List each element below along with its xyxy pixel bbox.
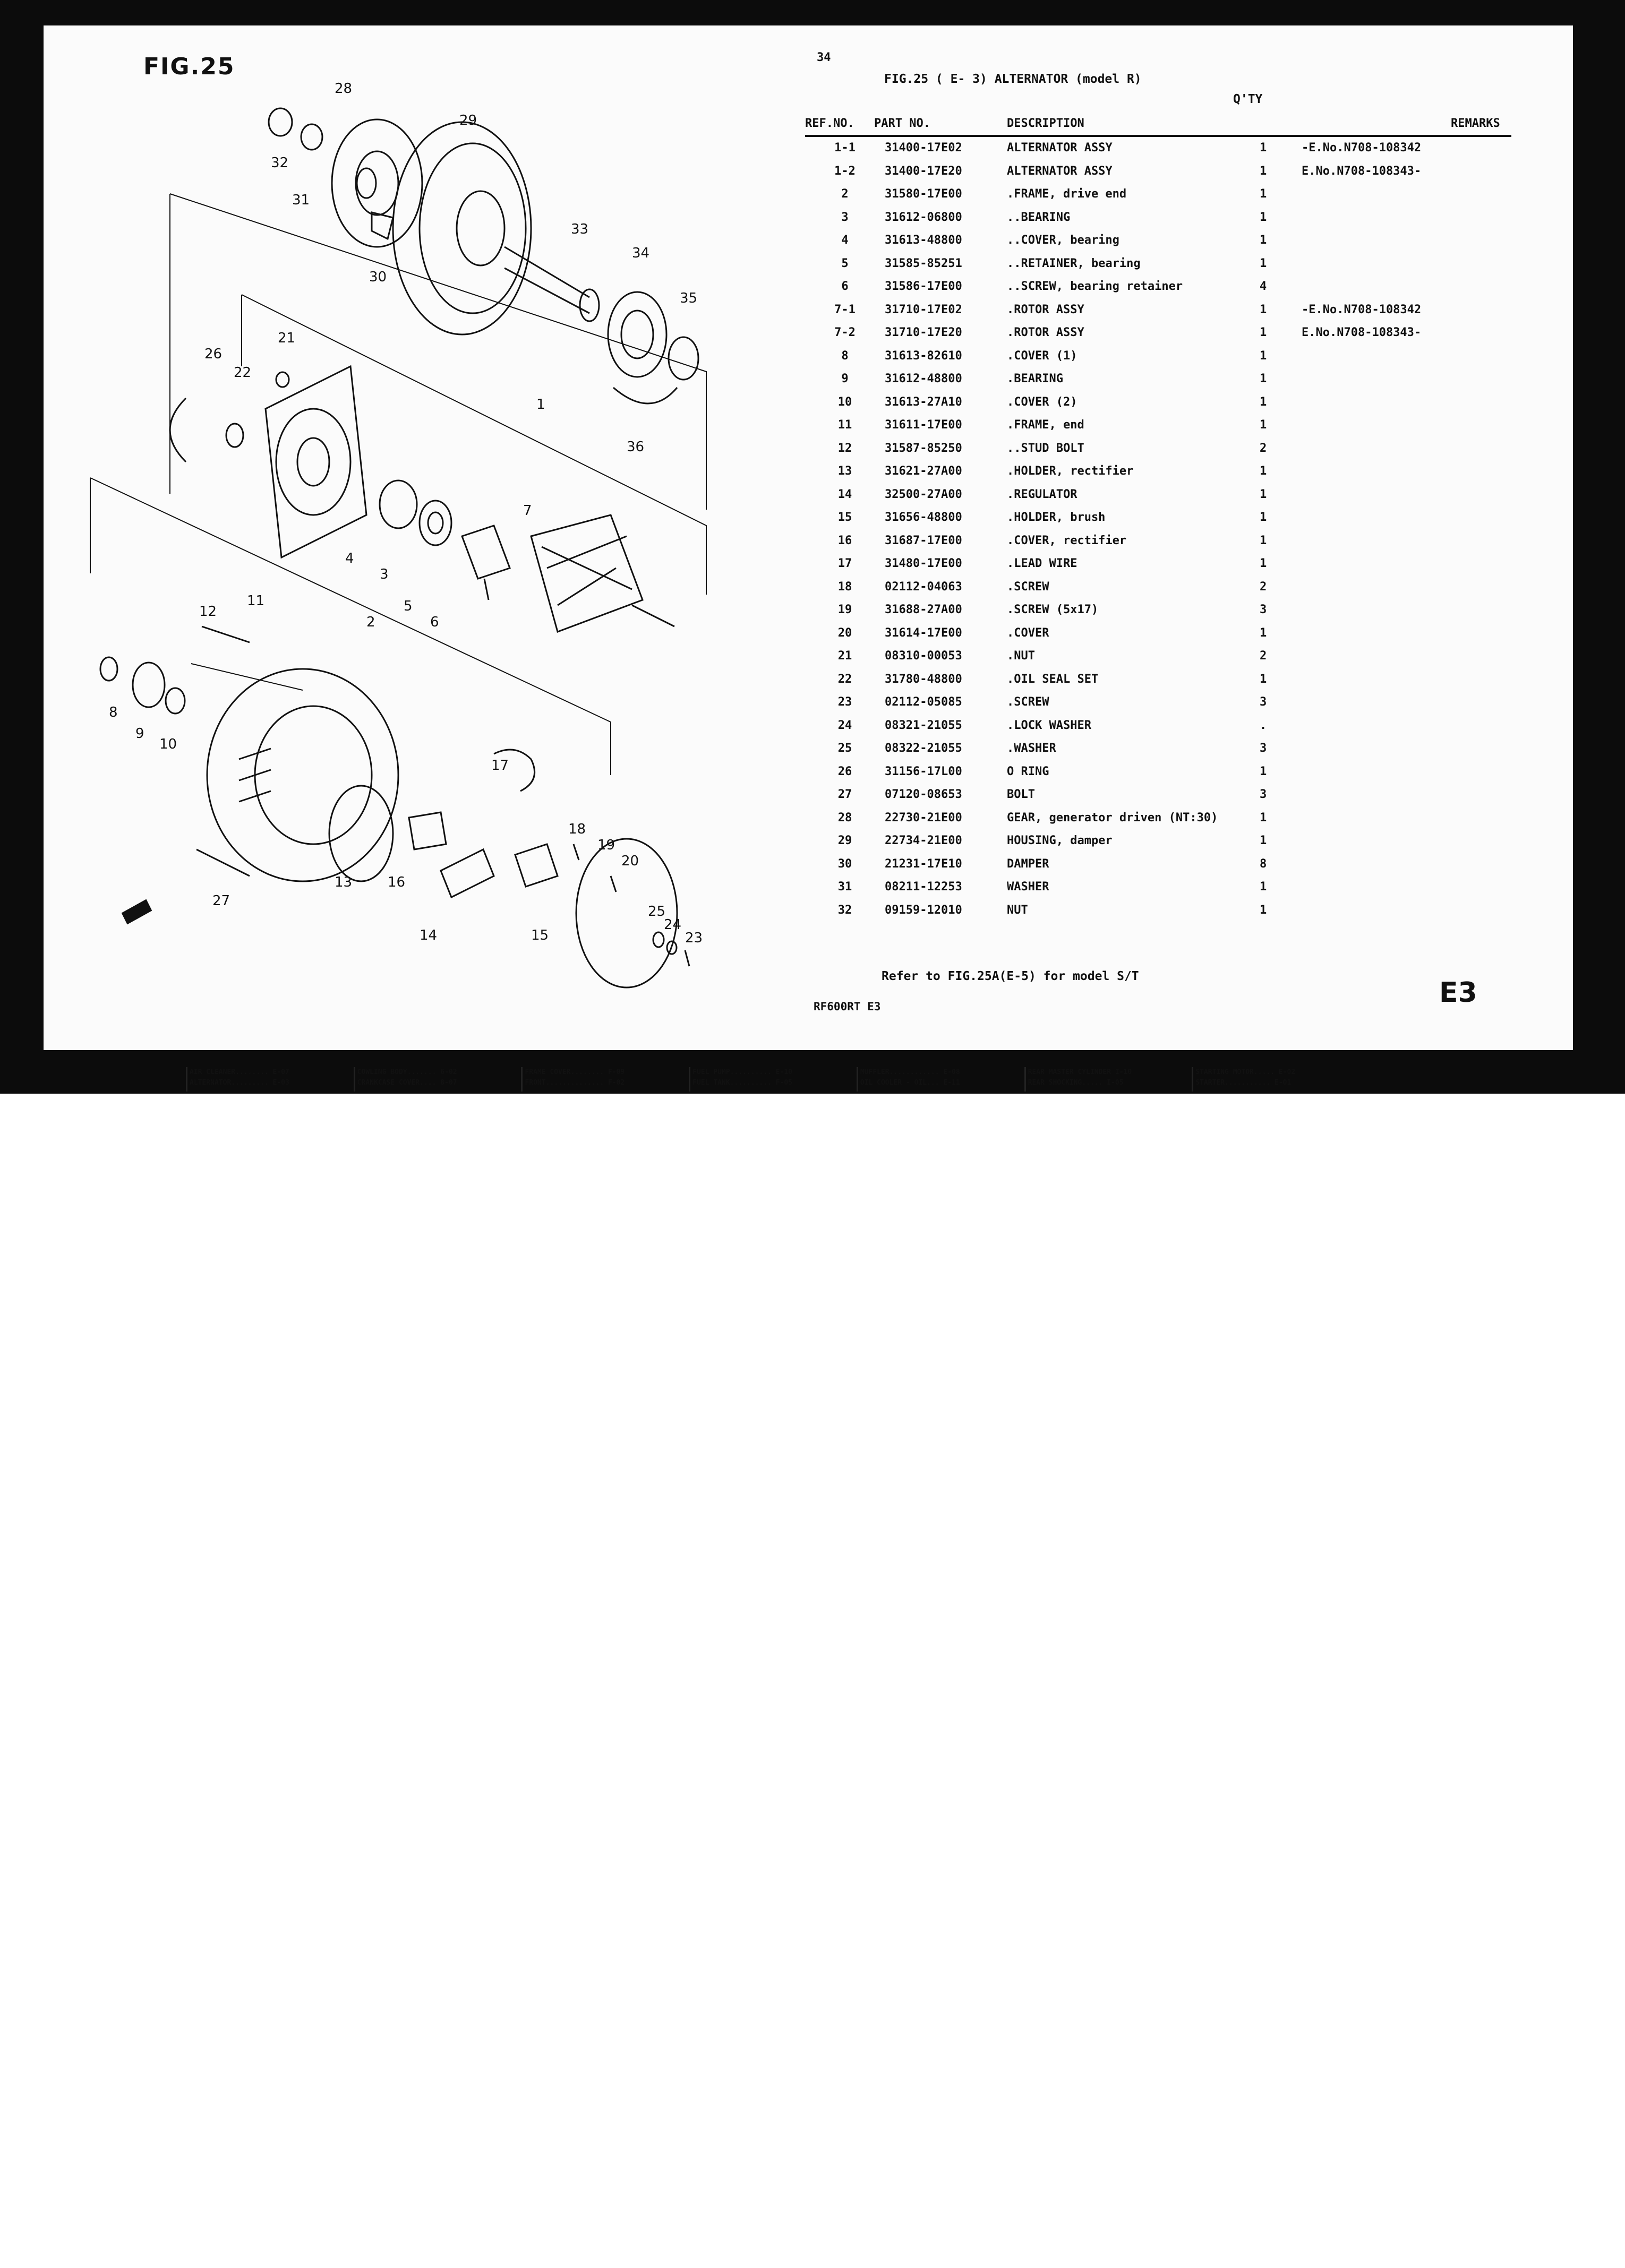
callout-28: 28	[335, 81, 353, 97]
col-remarks: REMARKS	[1451, 117, 1500, 130]
remarks: -E.No.N708-108342	[1302, 141, 1422, 154]
description: DAMPER	[1007, 857, 1049, 871]
table-row	[805, 901, 1511, 925]
callout-27: 27	[212, 893, 230, 909]
description: .LEAD WIRE	[1007, 557, 1077, 570]
table-row	[805, 440, 1511, 463]
index-entry: MUFFLER............ E-08	[860, 1068, 960, 1076]
ref-no: 10	[837, 395, 852, 409]
part-no: 31688-27A00	[885, 603, 962, 616]
quantity: 1	[1260, 626, 1267, 640]
part-no: 31613-27A10	[885, 395, 962, 409]
table-row	[805, 555, 1511, 578]
part-no: 31621-27A00	[885, 465, 962, 478]
ref-no: 23	[837, 695, 852, 709]
part-no: 31613-82610	[885, 349, 962, 363]
table-row	[805, 370, 1511, 393]
quantity: 1	[1260, 811, 1267, 824]
ref-no: 20	[837, 626, 852, 640]
description: ALTERNATOR ASSY	[1007, 164, 1113, 178]
quantity: 1	[1260, 418, 1267, 432]
quantity: 1	[1260, 349, 1267, 363]
ref-no: 7-1	[834, 303, 856, 316]
quantity: 1	[1260, 256, 1267, 270]
callout-17: 17	[491, 758, 509, 774]
quantity: 1	[1260, 326, 1267, 339]
description: .ROTOR ASSY	[1007, 303, 1084, 316]
index-entry: REAR MASTER CYLINDER I-10	[1028, 1068, 1132, 1076]
table-row	[805, 832, 1511, 855]
callout-29: 29	[459, 113, 477, 128]
callout-5: 5	[404, 598, 413, 614]
quantity: 2	[1260, 441, 1267, 455]
index-entry: ALTERNATOR......... E-03	[190, 1079, 289, 1087]
index-entry: COWLING BODY....... 6-02	[357, 1068, 457, 1076]
quantity: 1	[1260, 764, 1267, 778]
description: O RING	[1007, 764, 1049, 778]
ref-no: 1-1	[834, 141, 856, 154]
front-arrow-icon	[122, 900, 151, 924]
index-entry: FUEL TANK.......... F-05	[692, 1079, 792, 1087]
callout-18: 18	[568, 821, 586, 837]
ref-no: 25	[837, 742, 852, 755]
table-row	[805, 209, 1511, 232]
callout-3: 3	[380, 566, 389, 582]
ref-no: 5	[841, 256, 849, 270]
quantity: 1	[1260, 395, 1267, 409]
part-no: 31656-48800	[885, 511, 962, 524]
table-row	[805, 717, 1511, 740]
table-row	[805, 740, 1511, 763]
table-row	[805, 532, 1511, 555]
description: .COVER (2)	[1007, 395, 1077, 409]
part-no: 31400-17E20	[885, 164, 962, 178]
table-row	[805, 393, 1511, 417]
quantity: 1	[1260, 903, 1267, 917]
table-row	[805, 671, 1511, 694]
callout-34: 34	[632, 245, 650, 261]
part-3-bearing	[420, 501, 451, 545]
callout-15: 15	[531, 927, 549, 943]
quantity: 1	[1260, 511, 1267, 524]
callout-16: 16	[388, 874, 406, 890]
part-29-housing	[393, 122, 531, 334]
part-no: 08322-21055	[885, 742, 962, 755]
ref-no: 30	[837, 857, 852, 871]
table-row	[805, 509, 1511, 532]
quantity: 2	[1260, 580, 1267, 594]
part-no: 31780-48800	[885, 672, 962, 686]
description: GEAR, generator driven (NT:30)	[1007, 811, 1218, 824]
table-row	[805, 486, 1511, 509]
part-no: 02112-04063	[885, 580, 962, 594]
table-row	[805, 462, 1511, 486]
quantity: 1	[1260, 141, 1267, 154]
part-33-shaft	[504, 247, 599, 321]
part-no: 09159-12010	[885, 903, 962, 917]
description: .LOCK WASHER	[1007, 718, 1091, 732]
callout-20: 20	[621, 853, 639, 869]
callout-26: 26	[204, 346, 223, 362]
part-25-washer	[653, 932, 664, 947]
table-row	[805, 278, 1511, 301]
part-28-gear	[332, 119, 422, 247]
callout-2: 2	[366, 614, 375, 630]
description: .FRAME, end	[1007, 418, 1084, 432]
ref-no: 21	[837, 649, 852, 663]
ref-no: 28	[837, 811, 852, 824]
part-19-screw	[611, 876, 616, 892]
callout-32: 32	[271, 155, 289, 171]
part-no: 31585-85251	[885, 256, 962, 270]
part-no: 31400-17E02	[885, 141, 962, 154]
part-no: 31612-06800	[885, 210, 962, 224]
quantity: 2	[1260, 649, 1267, 663]
index-entry: STARTING MOTOR..... E-02	[1195, 1068, 1296, 1076]
quantity: .	[1260, 718, 1267, 732]
part-no: 31480-17E00	[885, 557, 962, 570]
callout-9: 9	[135, 726, 144, 742]
ref-no: 19	[837, 603, 852, 616]
description: BOLT	[1007, 788, 1035, 801]
callout-4: 4	[345, 551, 354, 566]
ref-no: 12	[837, 441, 852, 455]
index-cell	[521, 1067, 690, 1092]
part-34-bearing	[608, 292, 666, 377]
part-7-rotor	[531, 515, 674, 632]
part-no: 08211-12253	[885, 880, 962, 894]
part-21-nut	[276, 372, 289, 387]
part-no: 31710-17E02	[885, 303, 962, 316]
part-8-cover	[100, 657, 117, 681]
part-22-seal	[226, 424, 243, 447]
callout-1: 1	[536, 397, 545, 413]
quantity: 1	[1260, 164, 1267, 178]
part-2-frame	[266, 366, 366, 557]
table-row	[805, 255, 1511, 278]
remarks: -E.No.N708-108342	[1302, 303, 1422, 316]
description: ..RETAINER, bearing	[1007, 256, 1141, 270]
description: .OIL SEAL SET	[1007, 672, 1099, 686]
quantity: 1	[1260, 303, 1267, 316]
ref-no: 31	[837, 880, 852, 894]
part-18-screw	[574, 844, 579, 860]
part-no: 08310-00053	[885, 649, 962, 663]
ref-no: 24	[837, 718, 852, 732]
callout-7: 7	[523, 503, 532, 519]
table-row	[805, 601, 1511, 624]
description: .SCREW (5x17)	[1007, 603, 1099, 616]
ref-no: 9	[841, 372, 849, 385]
part-no: 31614-17E00	[885, 626, 962, 640]
col-part: PART NO.	[874, 117, 930, 130]
reference-note: Refer to FIG.25A(E-5) for model S/T	[882, 969, 1139, 983]
part-no: 07120-08653	[885, 788, 962, 801]
quantity: 1	[1260, 465, 1267, 478]
quantity: 1	[1260, 187, 1267, 201]
table-row	[805, 647, 1511, 671]
part-no: 31587-85250	[885, 441, 962, 455]
callout-10: 10	[159, 736, 177, 752]
section-code: E3	[1439, 977, 1477, 1009]
ref-no: 11	[837, 418, 852, 432]
callout-31: 31	[292, 192, 310, 208]
table-title: FIG.25 ( E- 3) ALTERNATOR (model R)	[884, 72, 1142, 86]
ref-no: 17	[837, 557, 852, 570]
part-no: 21231-17E10	[885, 857, 962, 871]
ref-no: 29	[837, 834, 852, 847]
remarks: E.No.N708-108343-	[1302, 326, 1422, 339]
table-row	[805, 809, 1511, 832]
part-11-end-frame	[207, 669, 398, 881]
part-no: 08321-21055	[885, 718, 962, 732]
description: .WASHER	[1007, 742, 1056, 755]
ref-no: 22	[837, 672, 852, 686]
index-strip	[186, 1067, 1359, 1092]
ref-no: 8	[841, 349, 849, 363]
description: .ROTOR ASSY	[1007, 326, 1084, 339]
ref-no: 2	[841, 187, 849, 201]
quantity: 3	[1260, 695, 1267, 709]
quantity: 3	[1260, 788, 1267, 801]
table-row	[805, 162, 1511, 186]
model-code: RF600RT E3	[814, 1000, 881, 1013]
table-row	[805, 185, 1511, 209]
table-row	[805, 763, 1511, 786]
ref-no: 7-2	[834, 326, 856, 339]
description: HOUSING, damper	[1007, 834, 1113, 847]
callout-25: 25	[648, 904, 666, 920]
description: ..SCREW, bearing retainer	[1007, 280, 1183, 293]
description: ..COVER, bearing	[1007, 234, 1119, 247]
index-entry: FUEL PUMP.......... E-10	[692, 1068, 792, 1076]
ref-no: 14	[837, 487, 852, 501]
part-14-regulator	[441, 849, 494, 897]
index-cell	[689, 1067, 858, 1092]
index-cell	[354, 1067, 523, 1092]
quantity: 1	[1260, 534, 1267, 547]
part-no: 31612-48800	[885, 372, 962, 385]
description: .REGULATOR	[1007, 487, 1077, 501]
part-23-screw	[685, 950, 689, 966]
table-row	[805, 693, 1511, 717]
callout-12: 12	[199, 604, 217, 620]
part-6-screw	[484, 579, 489, 600]
parts-table	[805, 139, 1511, 924]
callout-8: 8	[109, 705, 118, 720]
part-no: 02112-05085	[885, 695, 962, 709]
index-cell	[186, 1067, 355, 1092]
qty-heading: Q'TY	[1233, 92, 1263, 106]
ref-no: 16	[837, 534, 852, 547]
figure-label: FIG.25	[143, 53, 235, 80]
table-row	[805, 624, 1511, 648]
quantity: 1	[1260, 672, 1267, 686]
callout-14: 14	[420, 927, 438, 943]
quantity: 1	[1260, 557, 1267, 570]
description: ..STUD BOLT	[1007, 441, 1084, 455]
ref-no: 4	[841, 234, 849, 247]
description: NUT	[1007, 903, 1028, 917]
table-row	[805, 324, 1511, 347]
callout-11: 11	[247, 593, 265, 609]
callout-30: 30	[369, 269, 387, 285]
description: ALTERNATOR ASSY	[1007, 141, 1113, 154]
part-no: 31687-17E00	[885, 534, 962, 547]
quantity: 8	[1260, 857, 1267, 871]
part-10-cover	[166, 688, 185, 714]
callout-23: 23	[685, 930, 703, 946]
part-5-retainer	[462, 526, 510, 579]
part-31-washer	[301, 124, 322, 150]
ref-no: 3	[841, 210, 849, 224]
table-row	[805, 301, 1511, 324]
part-4-cover	[380, 480, 417, 528]
table-row	[805, 578, 1511, 602]
callout-21: 21	[278, 330, 296, 346]
description: .FRAME, drive end	[1007, 187, 1127, 201]
quantity: 1	[1260, 487, 1267, 501]
page-number: 34	[817, 51, 831, 64]
ref-no: 13	[837, 465, 852, 478]
part-15-brush	[515, 844, 558, 887]
table-row	[805, 855, 1511, 879]
col-desc: DESCRIPTION	[1007, 117, 1084, 130]
part-16-cover	[409, 812, 446, 849]
index-cell	[1192, 1067, 1361, 1092]
part-no: 22730-21E00	[885, 811, 962, 824]
part-32-nut	[269, 108, 292, 136]
description: .SCREW	[1007, 695, 1049, 709]
callout-22: 22	[234, 365, 252, 381]
exploded-diagram	[80, 69, 797, 1025]
description: .COVER, rectifier	[1007, 534, 1127, 547]
callout-36: 36	[627, 439, 645, 455]
part-no: 32500-27A00	[885, 487, 962, 501]
index-entry: CRANKCASE COVER.... 8-07	[357, 1079, 457, 1087]
ref-no: 1-2	[834, 164, 856, 178]
col-ref: REF.NO.	[805, 117, 854, 130]
table-row	[805, 416, 1511, 440]
ref-no: 32	[837, 903, 852, 917]
ref-no: 15	[837, 511, 852, 524]
remarks: E.No.N708-108343-	[1302, 164, 1422, 178]
description: .BEARING	[1007, 372, 1063, 385]
description: .SCREW	[1007, 580, 1049, 594]
ref-no: 6	[841, 280, 849, 293]
part-no: 31611-17E00	[885, 418, 962, 432]
index-entry: STARTER........... E-01	[1195, 1079, 1292, 1087]
bracket-lines	[90, 194, 706, 775]
quantity: 1	[1260, 880, 1267, 894]
index-entry: FRAME COVER........ F-09	[525, 1068, 625, 1076]
part-no: 31586-17E00	[885, 280, 962, 293]
table-row	[805, 139, 1511, 162]
callout-13: 13	[335, 874, 353, 890]
part-30-damper	[372, 212, 393, 239]
table-row	[805, 878, 1511, 901]
index-cell	[1024, 1067, 1194, 1092]
quantity: 3	[1260, 742, 1267, 755]
part-no: 31156-17L00	[885, 764, 962, 778]
quantity: 4	[1260, 280, 1267, 293]
part-35-ring	[669, 337, 698, 380]
callout-35: 35	[680, 290, 698, 306]
part-no: 31710-17E20	[885, 326, 962, 339]
table-row	[805, 786, 1511, 809]
quantity: 1	[1260, 210, 1267, 224]
description: .COVER (1)	[1007, 349, 1077, 363]
callout-33: 33	[571, 221, 589, 237]
quantity: 1	[1260, 834, 1267, 847]
description: .HOLDER, rectifier	[1007, 465, 1134, 478]
table-row	[805, 231, 1511, 255]
callout-24: 24	[664, 917, 682, 933]
ref-no: 27	[837, 788, 852, 801]
part-12-stud	[202, 626, 250, 642]
description: WASHER	[1007, 880, 1049, 894]
description: .HOLDER, brush	[1007, 511, 1106, 524]
part-9-bearing	[133, 663, 165, 707]
part-36-clip	[613, 388, 677, 403]
part-no: 31613-48800	[885, 234, 962, 247]
ref-no: 18	[837, 580, 852, 594]
description: .NUT	[1007, 649, 1035, 663]
part-no: 22734-21E00	[885, 834, 962, 847]
part-27-bolt	[196, 849, 250, 876]
callout-6: 6	[430, 614, 439, 630]
table-header	[805, 117, 1511, 137]
index-entry: OIL COOLER - OIL... E-11	[860, 1079, 960, 1087]
table-row	[805, 347, 1511, 371]
callout-19: 19	[597, 837, 615, 853]
description: .COVER	[1007, 626, 1049, 640]
part-no: 31580-17E00	[885, 187, 962, 201]
part-26-oring	[170, 398, 186, 462]
ref-no: 26	[837, 764, 852, 778]
quantity: 1	[1260, 372, 1267, 385]
index-entry: AIR CLEANER........ E-07	[190, 1068, 289, 1076]
quantity: 3	[1260, 603, 1267, 616]
index-entry: FRONT.............. F-02	[525, 1079, 625, 1087]
quantity: 1	[1260, 234, 1267, 247]
index-entry: REAR SHOCKING..... I-05	[1028, 1079, 1124, 1087]
index-cell	[857, 1067, 1026, 1092]
description: ..BEARING	[1007, 210, 1071, 224]
